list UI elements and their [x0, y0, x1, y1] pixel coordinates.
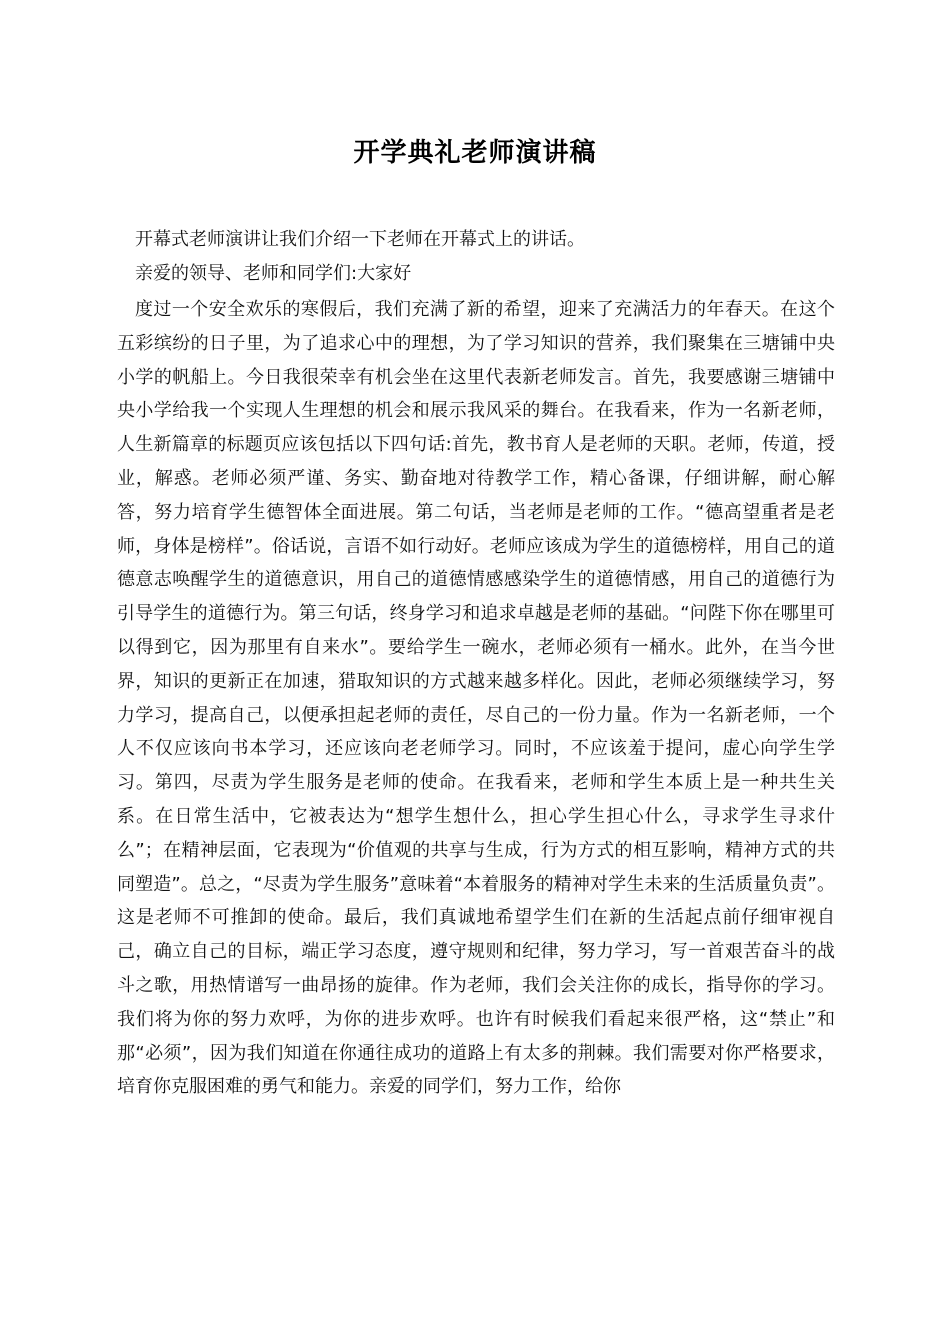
greeting-paragraph: 亲爱的领导、老师和同学们:大家好	[135, 263, 412, 284]
intro-paragraph: 开幕式老师演讲让我们介绍一下老师在开幕式上的讲话。	[135, 229, 585, 250]
document-title: 开学典礼老师演讲稿	[353, 138, 597, 168]
body-paragraph: 度过一个安全欢乐的寒假后，我们充满了新的希望，迎来了充满活力的年春天。在这个五彩缤纷的日子里，为了追求心中的理想，为了学习知识的营养，我们聚集在三塘铺中央小学的帆船上。今日我很荣幸有机会坐在这里代表新老师发言。首先，我要感谢三塘铺中央小学给我一个实现人生理想的机会和展示我风采的舞台。在我看来，作为一名新老师，人生新篇章的标题页应该包括以下四句话:首先，教书育人是老师的天职。老师，传道，授业，解惑。老师必须严谨、务实、勤奋地对待教学工作，精心备课，仔细讲解，耐心解答，努力培育学生德智体全面进展。第二句话，当老师是老师的工作。“德高望重者是老师，身体是榜样”。俗话说，言语不如行动好。老师应该成为学生的道德榜样，用自己的道德意志唤醒学生的道德意识，用自己的道德情感感染学生的道德情感，用自己的道德行为引导学生的道德行为。第三句话，终身学习和追求卓越是老师的基础。“问陛下你在哪里可以得到它，因为那里有自来水”。要给学生一碗水，老师必须有一桶水。此外，在当今世界，知识的更新正在加速，猎取知识的方式越来越多样化。因此，老师必须继续学习，努力学习，提高自己，以便承担起老师的责任，尽自己的一份力量。作为一名新老师，一个人不仅应该向书本学习，还应该向老老师学习。同时，不应该羞于提问，虚心向学生学习。第四，尽责为学生服务是老师的使命。在我看来，老师和学生本质上是一种共生关系。在日常生活中，它被表达为“想学生想什么，担心学生担心什么，寻求学生寻求什么”；在精神层面，它表现为“价值观的共享与生成，行为方式的相互影响，精神方式的共同塑造”。总之，“尽责为学生服务”意味着“本着服务的精神对学生未来的生活质量负责”。这是老师不可推卸的使命。最后，我们真诚地希望学生们在新的生活起点前仔细审视自己，确立自己的目标，端正学习态度，遵守规则和纪律，努力学习，写一首艰苦奋斗的战斗之歌，用热情谱写一曲昂扬的旋律。作为老师，我们会关注你的成长，指导你的学习。我们将为你的努力欢呼，为你的进步欢呼。也许有时候我们看起来很严格，这“禁止”和那“必须”，因为我们知道在你通往成功的道路上有太多的荆棘。我们需要对你严格要求，培育你克服困难的勇气和能力。亲爱的同学们，努力工作，给你	[117, 299, 835, 1098]
